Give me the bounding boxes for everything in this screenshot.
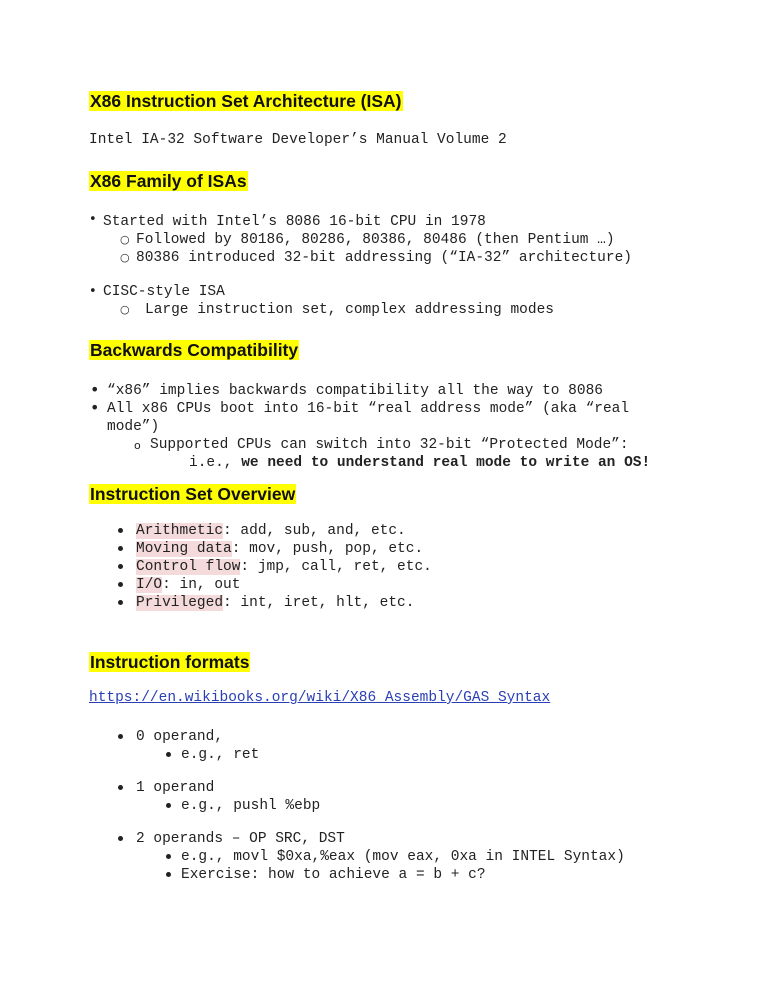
circle-bullet-icon: ○: [120, 233, 130, 246]
sub-list-item: e.g., ret: [181, 747, 260, 763]
bullet-icon: •: [90, 380, 100, 399]
sub-bullet-icon: [166, 803, 171, 808]
heading-backwards-compat: Backwards Compatibility: [90, 340, 299, 360]
list-item: 1 operand: [136, 780, 215, 796]
heading-isa: X86 Instruction Set Architecture (ISA): [90, 91, 402, 111]
sub-list-item: Large instruction set, complex addressing modes: [145, 302, 554, 318]
list-item: 0 operand,: [136, 729, 224, 745]
sub-list-item: Followed by 80186, 80286, 80386, 80486 (then Pentium …): [136, 232, 615, 248]
sub-bullet-icon: [166, 854, 171, 859]
sub-list-item: e.g., movl $0xa,%eax (mov eax, 0xa in INTEL Syntax): [181, 849, 625, 865]
list-item: I/O: in, out: [136, 577, 241, 593]
bullet-icon: •: [90, 398, 100, 417]
bullet-icon: [118, 546, 123, 551]
bullet-icon: [118, 785, 123, 790]
bullet-icon: [118, 836, 123, 841]
list-item: 2 operands – OP SRC, DST: [136, 831, 345, 847]
bullet-icon: [118, 600, 123, 605]
sub-bullet-icon: [166, 872, 171, 877]
list-item: Started with Intel’s 8086 16-bit CPU in 1978: [103, 214, 486, 230]
list-item: Moving data: mov, push, pop, etc.: [136, 541, 424, 557]
list-item: CISC-style ISA: [103, 284, 225, 300]
gas-syntax-link[interactable]: https://en.wikibooks.org/wiki/X86_Assembly/GAS_Syntax: [89, 690, 551, 706]
bullet-icon: •: [89, 212, 97, 227]
manual-reference: Intel IA-32 Software Developer’s Manual Volume 2: [89, 132, 507, 148]
bullet-icon: [118, 582, 123, 587]
important-note: i.e., we need to understand real mode to write an OS!: [189, 455, 651, 471]
heading-instruction-overview: Instruction Set Overview: [90, 484, 296, 504]
sub-bullet-icon: [166, 752, 171, 757]
circle-bullet-icon: ○: [120, 251, 130, 264]
list-item: All x86 CPUs boot into 16-bit “real address mode” (aka “real: [107, 401, 630, 417]
list-item: Privileged: int, iret, hlt, etc.: [136, 595, 415, 611]
list-item: Arithmetic: add, sub, and, etc.: [136, 523, 406, 539]
sub-list-item: e.g., pushl %ebp: [181, 798, 321, 814]
heading-x86-family: X86 Family of ISAs: [90, 171, 247, 191]
list-item: Control flow: jmp, call, ret, etc.: [136, 559, 432, 575]
bullet-icon: [118, 734, 123, 739]
list-item: “x86” implies backwards compatibility all the way to 8086: [107, 383, 603, 399]
circle-bullet-icon: o: [134, 439, 141, 452]
list-item-continuation: mode”): [107, 419, 160, 435]
heading-instruction-formats: Instruction formats: [90, 652, 250, 672]
bullet-icon: •: [89, 284, 97, 299]
sub-list-item: 80386 introduced 32-bit addressing (“IA-32” architecture): [136, 250, 632, 266]
sub-list-item: Supported CPUs can switch into 32-bit “Protected Mode”:: [150, 437, 629, 453]
bullet-icon: [118, 528, 123, 533]
bullet-icon: [118, 564, 123, 569]
circle-bullet-icon: ○: [120, 303, 130, 316]
sub-list-item: Exercise: how to achieve a = b + c?: [181, 867, 486, 883]
